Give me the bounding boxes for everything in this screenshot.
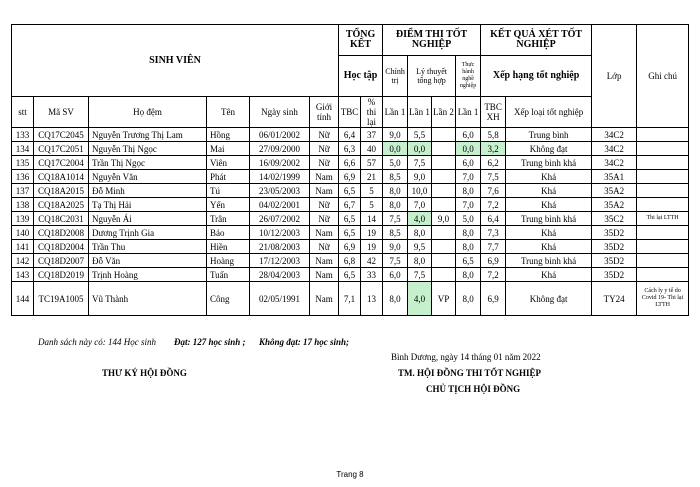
- table-row: [12, 184, 689, 198]
- header-tbc: TBC: [339, 97, 361, 128]
- cell-lop: 35D2: [592, 226, 637, 240]
- cell-thuc-hanh: 8,0: [456, 226, 481, 240]
- cell-ngay-sinh: 14/02/1999: [250, 170, 310, 184]
- cell-ngay-sinh: 26/07/2002: [250, 212, 310, 226]
- cell-ma-sv: CQ18D2019: [34, 268, 89, 282]
- cell-chinh-tri: 8,0: [383, 184, 408, 198]
- cell-lop: 34C2: [592, 142, 637, 156]
- cell-tbc: 6,5: [339, 212, 361, 226]
- cell-chinh-tri: 0,0: [383, 142, 408, 156]
- cell-stt: 142: [12, 254, 34, 268]
- cell-chinh-tri: 7,5: [383, 212, 408, 226]
- cell-pct-thi-lai: 57: [361, 156, 383, 170]
- cell-thuc-hanh: 8,0: [456, 268, 481, 282]
- cell-stt: 135: [12, 156, 34, 170]
- header-pct-thi-lai: % thi lại: [361, 97, 383, 128]
- cell-xep-loai: Trung bình khá: [506, 156, 592, 170]
- header-ket-qua: KẾT QUẢ XÉT TỐT NGHIỆP: [481, 25, 592, 56]
- cell-lop: TY24: [592, 282, 637, 316]
- cell-ma-sv: CQ17C2045: [34, 128, 89, 142]
- cell-stt: 139: [12, 212, 34, 226]
- cell-stt: 137: [12, 184, 34, 198]
- cell-ho-dem: Trịnh Hoàng: [89, 268, 207, 282]
- cell-ho-dem: Nguyễn Thị Ngọc: [89, 142, 207, 156]
- cell-xep-loai: Khá: [506, 170, 592, 184]
- cell-ly-thuyet-lan2: [432, 254, 456, 268]
- summary-passed: Đạt: 127 học sinh ;: [173, 337, 246, 347]
- cell-thuc-hanh: 6,0: [456, 128, 481, 142]
- cell-stt: 136: [12, 170, 34, 184]
- cell-pct-thi-lai: 5: [361, 198, 383, 212]
- cell-chinh-tri: 9,0: [383, 240, 408, 254]
- cell-ly-thuyet-lan2: [432, 240, 456, 254]
- cell-tbc: 6,5: [339, 226, 361, 240]
- cell-xep-loai: Khá: [506, 226, 592, 240]
- cell-ly-thuyet-lan2: [432, 198, 456, 212]
- summary-failed: Không đạt: 17 học sinh;: [259, 337, 350, 347]
- cell-chinh-tri: 8,5: [383, 226, 408, 240]
- cell-ma-sv: CQ18A1014: [34, 170, 89, 184]
- cell-pct-thi-lai: 42: [361, 254, 383, 268]
- header-ngay-sinh: Ngày sinh: [250, 97, 310, 128]
- cell-lop: 35C2: [592, 212, 637, 226]
- summary-total: Danh sách này có: 144 Học sinh: [38, 337, 156, 347]
- cell-thuc-hanh: 0,0: [456, 142, 481, 156]
- cell-ly-thuyet-lan2: [432, 128, 456, 142]
- cell-ly-thuyet-lan1: 5,5: [408, 128, 432, 142]
- cell-ly-thuyet-lan2: VP: [432, 282, 456, 316]
- cell-ly-thuyet-lan2: [432, 226, 456, 240]
- cell-ho-dem: Nguyễn Văn: [89, 170, 207, 184]
- cell-ly-thuyet-lan1: 9,5: [408, 240, 432, 254]
- cell-gioi-tinh: Nữ: [310, 128, 339, 142]
- cell-ly-thuyet-lan2: [432, 142, 456, 156]
- cell-ho-dem: Dương Trịnh Gia: [89, 226, 207, 240]
- cell-ten: Trân: [207, 212, 250, 226]
- cell-ten: Bảo: [207, 226, 250, 240]
- cell-pct-thi-lai: 40: [361, 142, 383, 156]
- header-thuc-hanh: Thực hành nghề nghiệp: [456, 56, 481, 97]
- cell-ngay-sinh: 21/08/2003: [250, 240, 310, 254]
- header-xep-loai: Xếp loại tốt nghiệp: [506, 97, 592, 128]
- cell-lop: 35D2: [592, 240, 637, 254]
- cell-xep-loai: Không đạt: [506, 282, 592, 316]
- cell-ho-dem: Tạ Thị Hải: [89, 198, 207, 212]
- header-chinh-tri: Chính trị: [383, 56, 408, 97]
- cell-gioi-tinh: Nữ: [310, 198, 339, 212]
- cell-ngay-sinh: 06/01/2002: [250, 128, 310, 142]
- cell-lop: 35A2: [592, 198, 637, 212]
- header-tong-ket: TỔNG KẾT: [339, 25, 383, 56]
- cell-ly-thuyet-lan2: [432, 268, 456, 282]
- cell-stt: 144: [12, 282, 34, 316]
- cell-ho-dem: Đỗ Văn: [89, 254, 207, 268]
- cell-ten: Tú: [207, 184, 250, 198]
- cell-ly-thuyet-lan1: 10,0: [408, 184, 432, 198]
- cell-gioi-tinh: Nam: [310, 226, 339, 240]
- cell-gioi-tinh: Nữ: [310, 240, 339, 254]
- cell-tbc: 7,1: [339, 282, 361, 316]
- cell-xep-loai: Trung bình: [506, 128, 592, 142]
- cell-ghi-chu: [637, 240, 689, 254]
- cell-tbc-xh: 7,7: [481, 240, 506, 254]
- cell-ghi-chu: [637, 170, 689, 184]
- page-number: Trang 8: [336, 470, 364, 479]
- cell-ngay-sinh: 02/05/1991: [250, 282, 310, 316]
- header-gioi-tinh: Giới tính: [310, 97, 339, 128]
- cell-ngay-sinh: 16/09/2002: [250, 156, 310, 170]
- cell-ten: Yến: [207, 198, 250, 212]
- cell-tbc: 6,9: [339, 170, 361, 184]
- cell-ghi-chu: [637, 184, 689, 198]
- cell-ghi-chu: Thi lại LTTH: [637, 212, 689, 226]
- cell-tbc: 6,8: [339, 254, 361, 268]
- cell-gioi-tinh: Nam: [310, 184, 339, 198]
- cell-ngay-sinh: 23/05/2003: [250, 184, 310, 198]
- cell-stt: 138: [12, 198, 34, 212]
- cell-thuc-hanh: 6,5: [456, 254, 481, 268]
- header-ly-thuyet-lan2: Lần 2: [432, 97, 456, 128]
- table-row: [12, 198, 689, 212]
- cell-ly-thuyet-lan1: 8,0: [408, 254, 432, 268]
- table-row: [12, 170, 689, 184]
- cell-tbc: 6,6: [339, 156, 361, 170]
- table-row: [12, 142, 689, 156]
- board-title: TM. HỘI ĐỒNG THI TỐT NGHIỆP: [398, 368, 542, 378]
- cell-gioi-tinh: Nam: [310, 282, 339, 316]
- cell-pct-thi-lai: 13: [361, 282, 383, 316]
- cell-ly-thuyet-lan1: 7,5: [408, 268, 432, 282]
- cell-xep-loai: Khá: [506, 198, 592, 212]
- cell-gioi-tinh: Nữ: [310, 156, 339, 170]
- cell-tbc-xh: 6,9: [481, 254, 506, 268]
- cell-ho-dem: Vũ Thành: [89, 282, 207, 316]
- header-hoc-tap: Học tập: [339, 56, 383, 97]
- cell-xep-loai: Trung bình khá: [506, 254, 592, 268]
- header-ma-sv: Mã SV: [34, 97, 89, 128]
- cell-ma-sv: CQ17C2051: [34, 142, 89, 156]
- cell-tbc: 6,5: [339, 184, 361, 198]
- cell-xep-loai: Trung bình khá: [506, 212, 592, 226]
- header-ly-thuyet-lan1: Lần 1: [408, 97, 432, 128]
- cell-lop: 35D2: [592, 268, 637, 282]
- cell-ghi-chu: [637, 226, 689, 240]
- cell-stt: 134: [12, 142, 34, 156]
- cell-ly-thuyet-lan1: 4,0: [408, 212, 432, 226]
- cell-chinh-tri: 5,0: [383, 156, 408, 170]
- cell-chinh-tri: 7,5: [383, 254, 408, 268]
- table-row: [12, 156, 689, 170]
- cell-ghi-chu: [637, 268, 689, 282]
- cell-tbc: 6,7: [339, 198, 361, 212]
- cell-ly-thuyet-lan2: [432, 170, 456, 184]
- cell-ten: Mai: [207, 142, 250, 156]
- cell-chinh-tri: 8,5: [383, 170, 408, 184]
- cell-ho-dem: Trần Thu: [89, 240, 207, 254]
- cell-pct-thi-lai: 19: [361, 226, 383, 240]
- cell-pct-thi-lai: 33: [361, 268, 383, 282]
- cell-chinh-tri: 8,0: [383, 198, 408, 212]
- cell-stt: 133: [12, 128, 34, 142]
- cell-tbc-xh: 6,9: [481, 282, 506, 316]
- cell-thuc-hanh: 6,0: [456, 156, 481, 170]
- header-ly-thuyet: Lý thuyết tổng hợp: [408, 56, 456, 97]
- table-row: [12, 128, 689, 142]
- cell-thuc-hanh: 5,0: [456, 212, 481, 226]
- place-date: Bình Dương, ngày 14 tháng 01 năm 2022: [391, 352, 541, 362]
- cell-thuc-hanh: 7,0: [456, 198, 481, 212]
- table-row: [12, 282, 689, 316]
- cell-ghi-chu: [637, 254, 689, 268]
- cell-pct-thi-lai: 5: [361, 184, 383, 198]
- cell-ly-thuyet-lan2: [432, 184, 456, 198]
- cell-gioi-tinh: Nữ: [310, 212, 339, 226]
- cell-pct-thi-lai: 21: [361, 170, 383, 184]
- cell-lop: 34C2: [592, 156, 637, 170]
- cell-lop: 35A1: [592, 170, 637, 184]
- cell-thuc-hanh: 8,0: [456, 282, 481, 316]
- cell-ho-dem: Nguyễn Trương Thị Lam: [89, 128, 207, 142]
- cell-tbc-xh: 6,2: [481, 156, 506, 170]
- cell-gioi-tinh: Nữ: [310, 142, 339, 156]
- cell-tbc: 6,4: [339, 128, 361, 142]
- cell-tbc-xh: 7,6: [481, 184, 506, 198]
- cell-lop: 35A2: [592, 184, 637, 198]
- cell-ten: Hồng: [207, 128, 250, 142]
- header-thuc-hanh-lan1: Lần 1: [456, 97, 481, 128]
- cell-lop: 35D2: [592, 254, 637, 268]
- cell-chinh-tri: 6,0: [383, 268, 408, 282]
- header-stt: stt: [12, 97, 34, 128]
- cell-ma-sv: CQ18D2008: [34, 226, 89, 240]
- cell-ly-thuyet-lan1: 9,0: [408, 170, 432, 184]
- table-row: [12, 268, 689, 282]
- cell-ho-dem: Đỗ Minh: [89, 184, 207, 198]
- chair-title: CHỦ TỊCH HỘI ĐỒNG: [426, 384, 521, 394]
- cell-ma-sv: CQ18C2031: [34, 212, 89, 226]
- cell-ghi-chu: [637, 128, 689, 142]
- cell-ten: Hoàng: [207, 254, 250, 268]
- cell-thuc-hanh: 8,0: [456, 240, 481, 254]
- header-tbc-xh: TBC XH: [481, 97, 506, 128]
- cell-ten: Hiền: [207, 240, 250, 254]
- header-ten: Tên: [207, 97, 250, 128]
- results-body: [12, 128, 689, 316]
- header-lop: Lớp: [592, 25, 637, 128]
- cell-gioi-tinh: Nam: [310, 170, 339, 184]
- table-row: [12, 254, 689, 268]
- cell-ngay-sinh: 17/12/2003: [250, 254, 310, 268]
- cell-ho-dem: Nguyễn Ái: [89, 212, 207, 226]
- table-row: [12, 212, 689, 226]
- secretary-title: THƯ KÝ HỘI ĐỒNG: [102, 368, 187, 378]
- cell-tbc: 6,3: [339, 142, 361, 156]
- cell-thuc-hanh: 8,0: [456, 184, 481, 198]
- cell-thuc-hanh: 7,0: [456, 170, 481, 184]
- header-sinh-vien: SINH VIÊN: [12, 25, 339, 97]
- cell-xep-loai: Khá: [506, 184, 592, 198]
- cell-tbc: 6,9: [339, 240, 361, 254]
- cell-ngay-sinh: 10/12/2003: [250, 226, 310, 240]
- cell-ly-thuyet-lan2: 9,0: [432, 212, 456, 226]
- cell-ngay-sinh: 27/09/2000: [250, 142, 310, 156]
- cell-ten: Phát: [207, 170, 250, 184]
- cell-gioi-tinh: Nam: [310, 268, 339, 282]
- cell-tbc: 6,5: [339, 268, 361, 282]
- cell-ma-sv: CQ18A2025: [34, 198, 89, 212]
- header-ho-dem: Họ đệm: [89, 97, 207, 128]
- cell-xep-loai: Khá: [506, 268, 592, 282]
- cell-ma-sv: CQ18A2015: [34, 184, 89, 198]
- cell-ho-dem: Trần Thị Ngọc: [89, 156, 207, 170]
- table-row: [12, 226, 689, 240]
- cell-tbc-xh: 7,5: [481, 170, 506, 184]
- summary-line: [38, 337, 349, 347]
- cell-ma-sv: TC19A1005: [34, 282, 89, 316]
- cell-ly-thuyet-lan1: 4,0: [408, 282, 432, 316]
- cell-tbc-xh: 5,8: [481, 128, 506, 142]
- cell-tbc-xh: 7,2: [481, 198, 506, 212]
- cell-tbc-xh: 6,4: [481, 212, 506, 226]
- cell-xep-loai: Không đạt: [506, 142, 592, 156]
- table-row: [12, 240, 689, 254]
- cell-chinh-tri: 9,0: [383, 128, 408, 142]
- cell-pct-thi-lai: 19: [361, 240, 383, 254]
- cell-ghi-chu: [637, 142, 689, 156]
- cell-ma-sv: CQ18D2004: [34, 240, 89, 254]
- cell-pct-thi-lai: 37: [361, 128, 383, 142]
- cell-ly-thuyet-lan1: 8,0: [408, 226, 432, 240]
- header-diem-thi: ĐIỂM THI TỐT NGHIỆP: [383, 25, 481, 56]
- cell-tbc-xh: 3,2: [481, 142, 506, 156]
- cell-ten: Viên: [207, 156, 250, 170]
- cell-lop: 34C2: [592, 128, 637, 142]
- cell-stt: 140: [12, 226, 34, 240]
- cell-ly-thuyet-lan2: [432, 156, 456, 170]
- cell-xep-loai: Khá: [506, 240, 592, 254]
- cell-ten: Tuấn: [207, 268, 250, 282]
- cell-pct-thi-lai: 14: [361, 212, 383, 226]
- header-chinh-tri-lan1: Lần 1: [383, 97, 408, 128]
- header-xep-hang: Xếp hạng tốt nghiệp: [481, 56, 592, 97]
- header-ghi-chu: Ghi chú: [637, 25, 689, 128]
- cell-stt: 143: [12, 268, 34, 282]
- cell-ten: Công: [207, 282, 250, 316]
- cell-ly-thuyet-lan1: 7,0: [408, 198, 432, 212]
- cell-chinh-tri: 8,0: [383, 282, 408, 316]
- cell-tbc-xh: 7,2: [481, 268, 506, 282]
- cell-gioi-tinh: Nam: [310, 254, 339, 268]
- cell-ghi-chu: [637, 156, 689, 170]
- cell-ly-thuyet-lan1: 7,5: [408, 156, 432, 170]
- cell-ma-sv: CQ17C2004: [34, 156, 89, 170]
- cell-tbc-xh: 7,3: [481, 226, 506, 240]
- cell-stt: 141: [12, 240, 34, 254]
- cell-ghi-chu: Cách ly y tế do Covid 19- Thi lại LTTH: [637, 282, 689, 316]
- cell-ngay-sinh: 04/02/2001: [250, 198, 310, 212]
- graduation-results-table: [11, 24, 689, 316]
- cell-ghi-chu: [637, 198, 689, 212]
- cell-ngay-sinh: 28/04/2003: [250, 268, 310, 282]
- cell-ly-thuyet-lan1: 0,0: [408, 142, 432, 156]
- cell-ma-sv: CQ18D2007: [34, 254, 89, 268]
